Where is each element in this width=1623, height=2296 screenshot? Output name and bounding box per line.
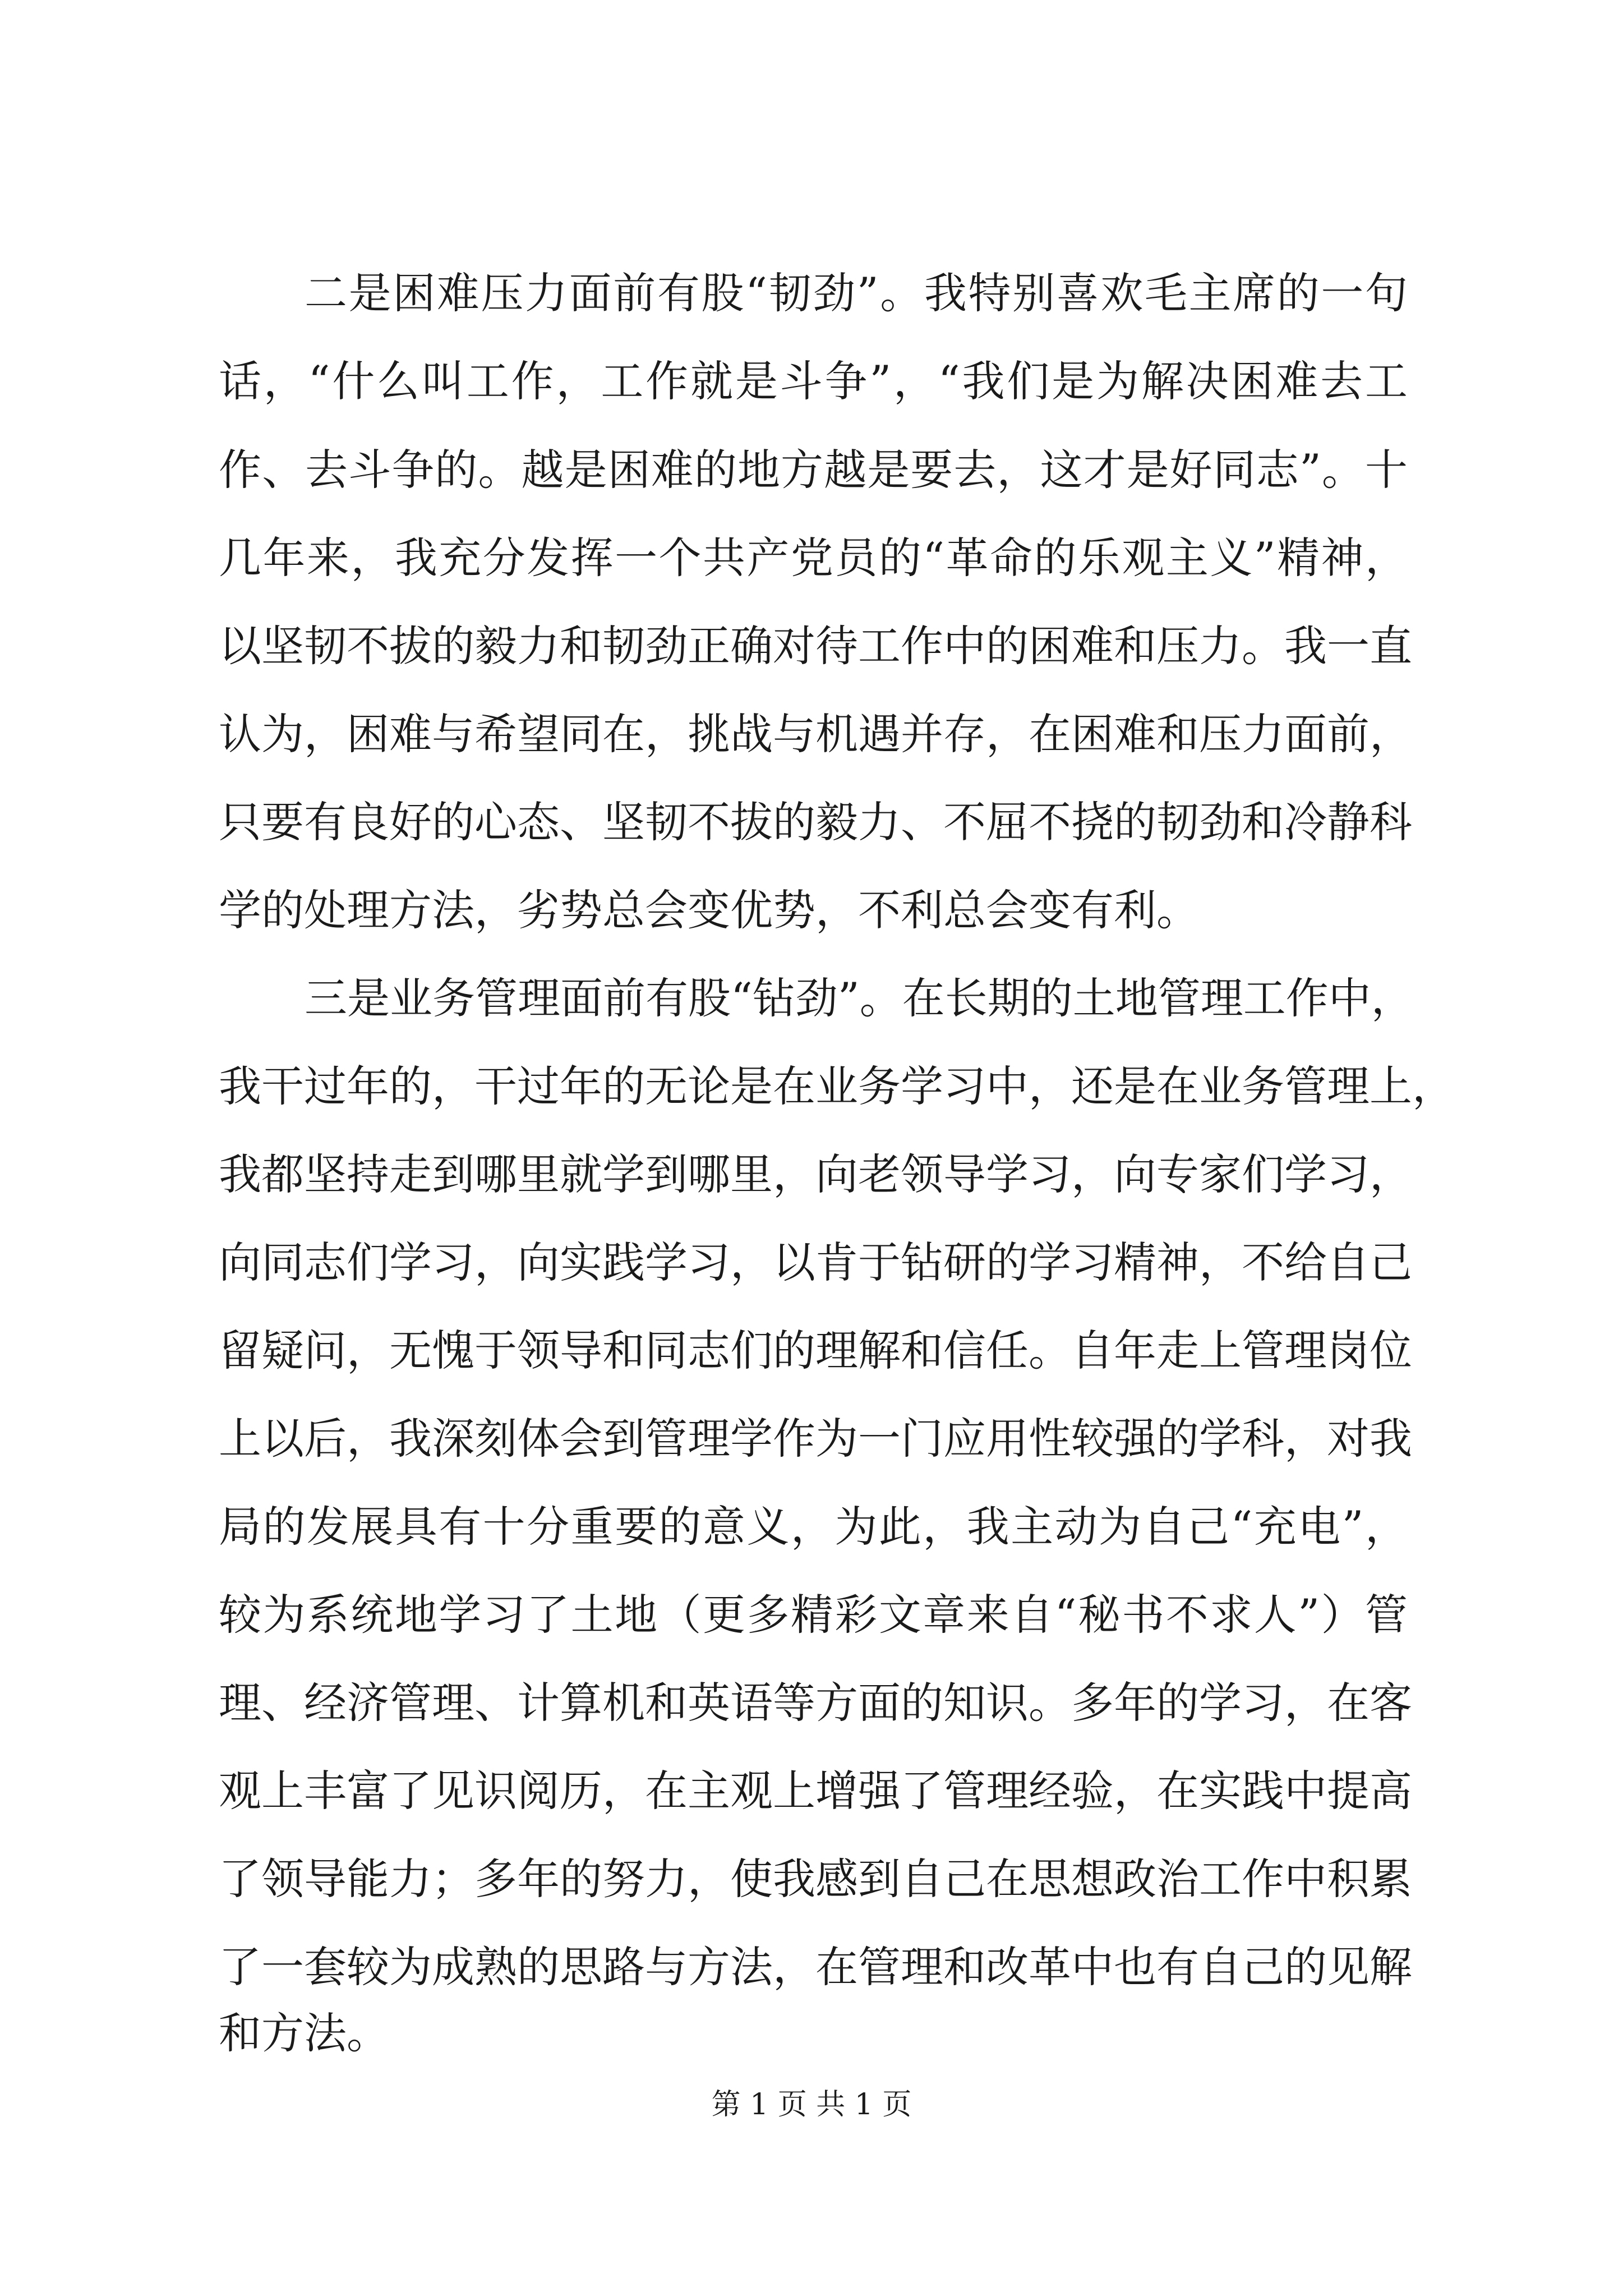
paragraph-line: 学的处理方法，劣势总会变优势，不利总会变有利。 [219, 885, 1199, 935]
paragraph-line: 和方法。 [219, 2008, 389, 2058]
paragraph-line: 话，“什么叫工作，工作就是斗争”，“我们是为解决困难去工 [219, 356, 1408, 406]
paragraph-line: 上以后，我深刻体会到管理学作为一门应用性较强的学科，对我 [219, 1414, 1412, 1464]
paragraph-line: 以坚韧不拔的毅力和韧劲正确对待工作中的困难和压力。我一直 [219, 621, 1412, 671]
paragraph-line: 我干过年的，干过年的无论是在业务学习中，还是在业务管理上， [219, 1061, 1455, 1111]
paragraph-line: 留疑问，无愧于领导和同志们的理解和信任。自年走上管理岗位 [219, 1326, 1412, 1375]
page-footer: 第 1 页 共 1 页 [711, 2088, 912, 2122]
paragraph-line: 向同志们学习，向实践学习，以肯于钻研的学习精神，不给自己 [219, 1237, 1412, 1287]
paragraph-line: 几年来，我充分发挥一个共产党员的“革命的乐观主义”精神， [219, 533, 1408, 583]
paragraph-line: 理、经济管理、计算机和英语等方面的知识。多年的学习，在客 [219, 1678, 1412, 1728]
paragraph-line: 了一套较为成熟的思路与方法，在管理和改革中也有自己的见解 [219, 1942, 1412, 1992]
paragraph-line: 二是困难压力面前有股“韧劲”。我特别喜欢毛主席的一句 [305, 268, 1408, 318]
paragraph-line: 认为，困难与希望同在，挑战与机遇并存，在困难和压力面前， [219, 709, 1412, 759]
paragraph-line: 三是业务管理面前有股“钻劲”。在长期的土地管理工作中， [305, 973, 1414, 1023]
paragraph-line: 作、去斗争的。越是困难的地方越是要去，这才是好同志”。十 [219, 445, 1408, 495]
paragraph-line: 局的发展具有十分重要的意义，为此，我主动为自己“充电”， [219, 1502, 1408, 1552]
paragraph-line: 只要有良好的心态、坚韧不拔的毅力、不屈不挠的韧劲和冷静科 [219, 797, 1412, 847]
paragraph-line: 观上丰富了见识阅历，在主观上增强了管理经验，在实践中提高 [219, 1766, 1412, 1816]
paragraph-line: 我都坚持走到哪里就学到哪里，向老领导学习，向专家们学习， [219, 1149, 1412, 1199]
paragraph-line: 了领导能力；多年的努力，使我感到自己在思想政治工作中积累 [219, 1854, 1412, 1904]
paragraph-line: 较为系统地学习了土地（更多精彩文章来自“秘书不求人”）管 [219, 1590, 1408, 1640]
